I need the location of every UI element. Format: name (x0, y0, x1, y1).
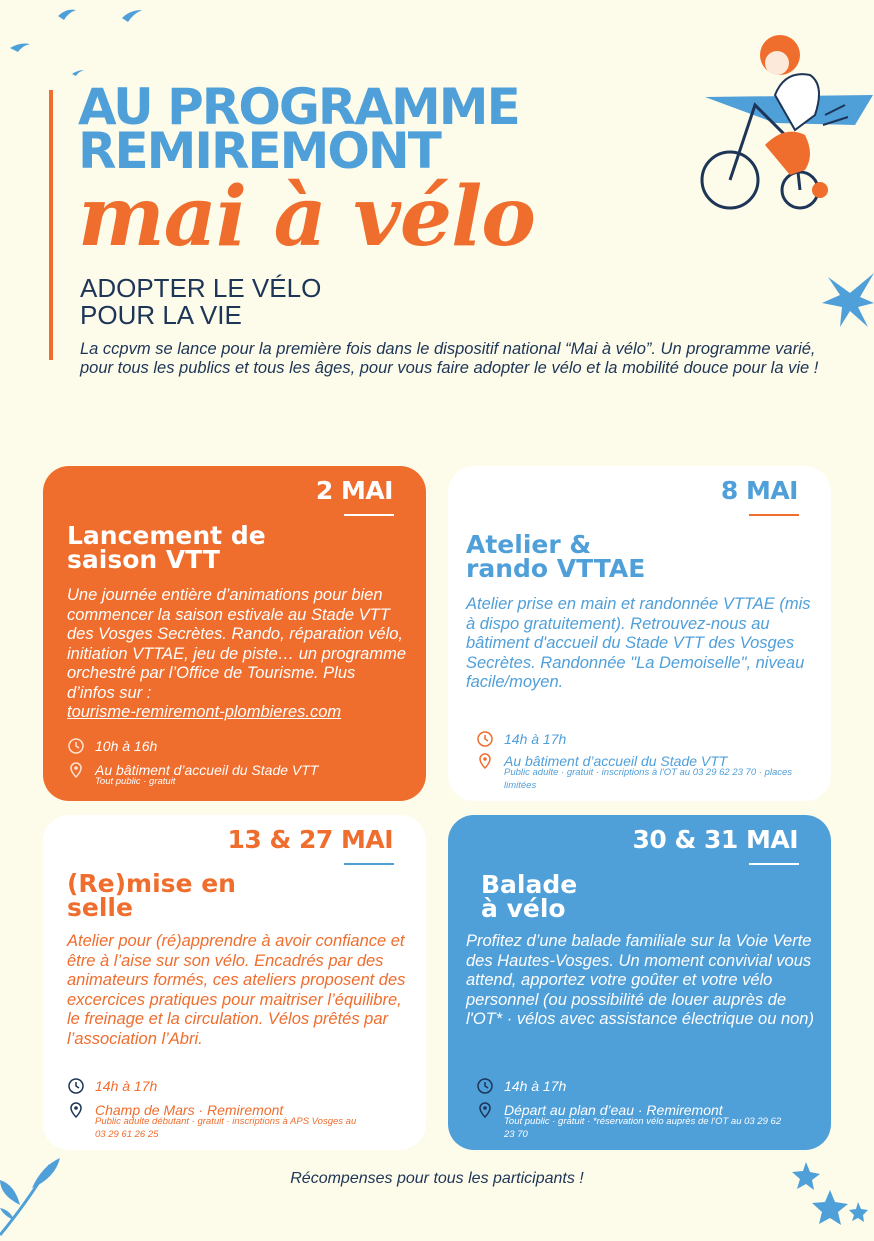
event-place: Au bâtiment d’accueil du Stade VTT (95, 762, 319, 778)
event-time: 14h à 17h (504, 1078, 567, 1094)
event-card-8-mai (448, 466, 831, 801)
event-description: Profitez d’une balade familiale sur la Voie Verte des Hautes-Vosges. Un moment convivial vous attend, apportez votre goûter et votre vélo personnel (ou possibilité de louer auprès de l'OT* · vélos avec assistance électrique ou non) (466, 932, 814, 1028)
birds-decoration (0, 0, 160, 80)
event-meta (476, 730, 826, 792)
event-description: Atelier pour (ré)apprendre à avoir confiance et être à l’aise sur son vélo. Encadrés par des animateurs formés, ces ateliers proposent des excercices pratiques pour maitriser l’équilibre, le freinage et la circulation. Vélos prêtés par l’association l’Abri. (67, 932, 406, 1048)
event-date: 2 MAI (315, 476, 393, 505)
event-note: Tout public · gratuit · *réservation vélo auprès de l'OT au 03 29 62 23 70 (504, 1116, 782, 1140)
event-title-line-1: Balade (481, 870, 578, 899)
event-time: 14h à 17h (95, 1078, 158, 1094)
date-underline (344, 514, 394, 516)
location-pin-icon (67, 761, 85, 779)
location-pin-icon (476, 752, 494, 770)
event-meta (476, 1077, 826, 1141)
event-title-line-1: Atelier & (466, 530, 592, 559)
event-title (481, 870, 578, 923)
event-description: Atelier prise en main et randonnée VTTAE (mis à dispo gratuitement). Retrouvez-nous au bâtiment d'accueil du Stade VTT des Vosges Secrètes. Randonnée "La Demoiselle", niveau facile/moyen. (466, 595, 811, 691)
event-description (67, 586, 407, 723)
event-card-2-mai (43, 466, 426, 801)
clock-icon (476, 730, 494, 748)
accent-bar (49, 90, 53, 360)
event-time: 14h à 17h (504, 731, 567, 747)
event-title-line-2: rando VTTAE (466, 554, 646, 583)
intro-text: La ccpvm se lance pour la première fois dans le dispositif national “Mai à vélo”. Un programme varié, pour tous les publics et tous les âges, pour vous faire adopter le vélo et la mobilité douce pour la vie ! (80, 340, 819, 377)
event-title-line-2: saison VTT (67, 545, 220, 574)
event-card-30-31-mai (448, 815, 831, 1150)
clock-icon (67, 737, 85, 755)
event-place: Champ de Mars · Remiremont (95, 1102, 284, 1118)
location-pin-icon (67, 1101, 85, 1119)
event-link[interactable]: tourisme-remiremont-plombieres.com (67, 703, 342, 721)
event-title (466, 530, 646, 583)
event-place: Au bâtiment d’accueil du Stade VTT (504, 753, 728, 769)
cyclist-illustration (695, 15, 874, 225)
subtitle (80, 275, 321, 329)
subtitle-line-1: ADOPTER LE VÉLO (80, 273, 322, 303)
location-pin-icon (476, 1101, 494, 1119)
date-underline (749, 863, 799, 865)
splash-decoration (820, 258, 874, 328)
event-title (67, 869, 236, 922)
script-title: mai à vélo (78, 169, 535, 265)
event-meta (67, 737, 417, 788)
leaf-decoration (0, 1150, 60, 1241)
event-description-text: Une journée entière d’animations pour bien commencer la saison estivale au Stade VTT des Vosges Secrètes. Rando, réparation vélo, initiation VTTAE, jeu de piste… un programme orchestré par l’Office de Tourisme. Plus d’infos sur : (67, 586, 407, 702)
event-meta (67, 1077, 417, 1141)
event-note: Public adulte débutant · gratuit · inscriptions à APS Vosges au 03 29 61 26 25 (95, 1116, 357, 1140)
event-date: 13 & 27 MAI (227, 825, 393, 854)
date-underline (344, 863, 394, 865)
footer-text: Récompenses pour tous les participants ! (290, 1170, 584, 1187)
page-title (78, 78, 519, 180)
event-time: 10h à 16h (95, 738, 158, 754)
event-note: Public adulte · gratuit · inscriptions à l'OT au 03 29 62 23 70 · places limitées (504, 767, 793, 791)
event-title-line-1: (Re)mise en (67, 869, 236, 898)
title-line-1: AU PROGRAMME (78, 78, 519, 136)
event-date: 8 MAI (720, 476, 798, 505)
clock-icon (476, 1077, 494, 1095)
date-underline (749, 514, 799, 516)
event-note: Tout public · gratuit (95, 776, 176, 787)
event-title (67, 521, 266, 574)
event-card-13-27-mai (43, 815, 426, 1150)
clock-icon (67, 1077, 85, 1095)
event-place: Départ au plan d’eau · Remiremont (504, 1102, 723, 1118)
event-date: 30 & 31 MAI (632, 825, 798, 854)
event-title-line-2: à vélo (481, 894, 566, 923)
title-line-2: REMIREMONT (78, 122, 440, 180)
event-title-line-1: Lancement de (67, 521, 266, 550)
subtitle-line-2: POUR LA VIE (80, 300, 242, 330)
event-title-line-2: selle (67, 893, 133, 922)
